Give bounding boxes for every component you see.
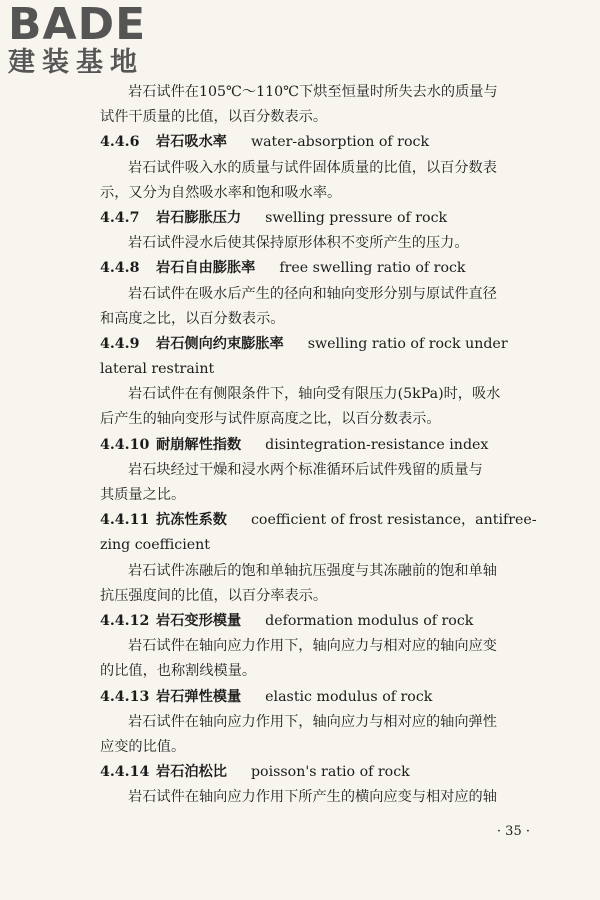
paragraph-first-line: 岩石试件在有侧限条件下，轴向受有限压力(5kPa)时，吸水 (128, 386, 501, 403)
term-heading (100, 685, 552, 710)
term-heading (100, 609, 552, 634)
paragraph-first-line: 岩石试件在轴向应力作用下，轴向应力与相对应的轴向弹性 (128, 713, 497, 730)
term-english-name: free swelling ratio of rock (279, 260, 466, 277)
paragraph-continuation-line: 和高度之比，以百分数表示。 (100, 310, 285, 327)
term-english-name: coefficient of frost resistance，antifree- (250, 512, 537, 529)
term-number: 4.4.9 (100, 335, 140, 352)
term-number: 4.4.11 (100, 512, 150, 529)
paragraph-continuation-line: 后产生的轴向变形与试件原高度之比，以百分数表示。 (100, 411, 441, 428)
logo-wordmark: BADE (8, 0, 147, 50)
term-chinese-name: 岩石自由膨胀率 (156, 260, 256, 277)
paragraph-first-line: 岩石试件吸入水的质量与试件固体质量的比值，以百分数表 (128, 159, 497, 176)
paragraph-first-line: 岩石试件在轴向应力作用下，轴向应力与相对应的轴向应变 (128, 638, 497, 655)
term-heading (100, 433, 552, 458)
term-english-name: swelling ratio of rock under (307, 335, 508, 352)
term-heading (100, 206, 552, 231)
paragraph-continuation-line: lateral restraint (100, 361, 215, 378)
paragraph-continuation-line: 试件干质量的比值，以百分数表示。 (100, 109, 328, 126)
logo-chinese-text: 建装基地 (8, 47, 144, 78)
term-english-name: elastic modulus of rock (265, 688, 433, 705)
term-number: 4.4.7 (100, 209, 140, 226)
paragraph-continuation-line: 示，又分为自然吸水率和饱和吸水率。 (100, 184, 342, 201)
term-number: 4.4.10 (100, 436, 150, 453)
term-chinese-name: 岩石变形模量 (156, 612, 242, 629)
paragraph-first-line: 岩石试件浸水后使其保持原形体积不变所产生的压力。 (128, 235, 469, 252)
term-number: 4.4.12 (100, 612, 150, 629)
paragraph-continuation-line: 抗压强度间的比值，以百分率表示。 (100, 587, 328, 604)
term-chinese-name: 岩石侧向约束膨胀率 (156, 335, 284, 352)
document-body (100, 80, 552, 810)
page-number: · 35 · (496, 824, 530, 839)
term-english-name: poisson's ratio of rock (250, 764, 410, 781)
term-number: 4.4.6 (100, 134, 140, 151)
paragraph-continuation-line: 应变的比值。 (100, 738, 186, 755)
term-heading (100, 130, 552, 155)
paragraph-first-line: 岩石块经过干燥和浸水两个标准循环后试件残留的质量与 (128, 461, 483, 478)
paragraph-continuation-line: zing coefficient (100, 537, 210, 554)
paragraph-continuation-line: 其质量之比。 (100, 487, 186, 503)
term-chinese-name: 岩石泊松比 (156, 764, 227, 781)
term-number: 4.4.8 (100, 260, 140, 277)
paragraph-first-line: 岩石试件冻融后的饱和单轴抗压强度与其冻融前的饱和单轴 (128, 562, 497, 579)
term-heading (100, 256, 552, 281)
paragraph-first-line: 岩石试件在吸水后产生的径向和轴向变形分别与原试件直径 (128, 285, 497, 302)
term-chinese-name: 耐崩解性指数 (156, 436, 242, 453)
term-number: 4.4.13 (100, 688, 150, 705)
term-heading (100, 332, 552, 357)
paragraph-continuation-line: 的比值，也称割线模量。 (100, 663, 257, 680)
term-chinese-name: 岩石弹性模量 (156, 688, 242, 705)
term-english-name: swelling pressure of rock (265, 209, 448, 226)
term-heading (100, 760, 552, 785)
term-english-name: disintegration-resistance index (265, 436, 489, 453)
term-english-name: deformation modulus of rock (265, 612, 474, 629)
watermark-logo (8, 2, 146, 78)
paragraph-first-line: 岩石试件在轴向应力作用下所产生的横向应变与相对应的轴 (128, 789, 497, 806)
term-chinese-name: 抗冻性系数 (156, 512, 227, 529)
term-heading (100, 508, 552, 533)
term-number: 4.4.14 (100, 764, 150, 781)
paragraph-first-line: 岩石试件在105℃～110℃下烘至恒量时所失去水的质量与 (128, 84, 498, 100)
term-chinese-name: 岩石膨胀压力 (156, 209, 242, 226)
term-chinese-name: 岩石吸水率 (156, 134, 227, 151)
term-english-name: water-absorption of rock (250, 134, 430, 151)
